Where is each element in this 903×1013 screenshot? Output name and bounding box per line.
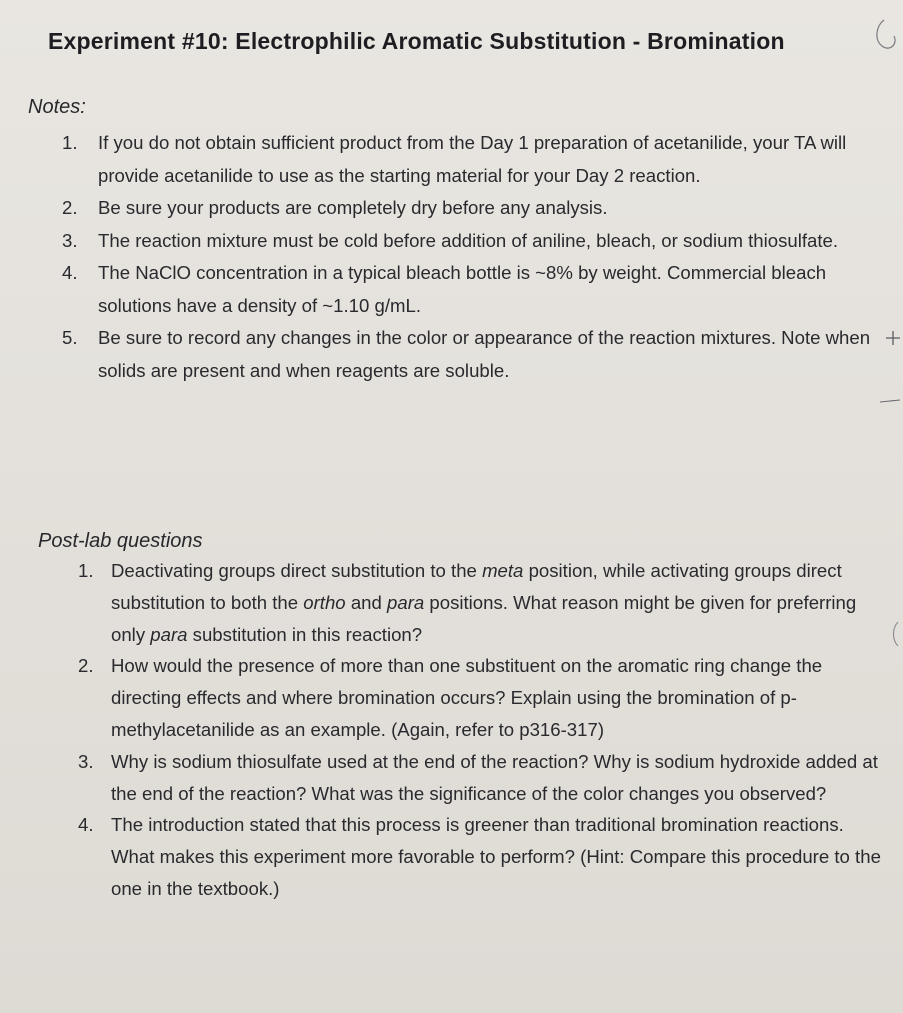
question-emphasis: para xyxy=(150,623,188,645)
question-text-part: position, while activating groups direct substitution to both the xyxy=(111,560,842,613)
question-text: How would the presence of more than one substituent on the aromatic ring change the directing effects and where bromination occurs? Explain using the bromination of p-methylacetanilide as an example. (Again, refer to p316-317) xyxy=(111,655,823,740)
question-text-part: Deactivating groups direct substitution to the xyxy=(111,560,483,581)
note-text: If you do not obtain sufficient product from the Day 1 preparation of acetanilide, your TA will provide acetanilide to use as the starting material for your Day 2 reaction. xyxy=(98,132,847,186)
question-emphasis: meta xyxy=(482,560,524,581)
margin-dash-mark xyxy=(880,400,900,402)
notes-list xyxy=(62,127,882,387)
note-item xyxy=(62,127,882,192)
note-text: The NaClO concentration in a typical bleach bottle is ~8% by weight. Commercial bleach solutions have a density of ~1.10 g/mL. xyxy=(98,262,827,316)
note-text: The reaction mixture must be cold before addition of aniline, bleach, or sodium thiosulfate. xyxy=(98,229,839,251)
notes-heading: Notes: xyxy=(28,96,86,118)
question-item xyxy=(78,650,888,745)
postlab-heading: Post-lab questions xyxy=(38,530,203,552)
question-text: Why is sodium thiosulfate used at the end of the reaction? Why is sodium hydroxide added at the end of the reaction? What was the significance of the color changes you observed? xyxy=(111,750,878,804)
note-text: Be sure your products are completely dry before any analysis. xyxy=(98,197,608,218)
question-item xyxy=(78,809,888,904)
question-text-part: and xyxy=(345,591,388,613)
question-text: The introduction stated that this process is greener than traditional bromination reactions. What makes this experiment more favorable to perform? (Hint: Compare this procedure to the one in the textbook.) xyxy=(111,814,881,899)
note-item xyxy=(62,192,882,225)
question-number: 4. xyxy=(78,814,94,836)
margin-plus-mark xyxy=(886,331,900,345)
note-item xyxy=(62,257,882,322)
note-number: 5. xyxy=(62,327,78,348)
question-number: 2. xyxy=(78,655,94,677)
note-number: 3. xyxy=(62,229,78,251)
question-emphasis: ortho xyxy=(303,591,346,613)
question-text-part: substitution in this reaction? xyxy=(187,623,423,645)
question-emphasis: para xyxy=(387,591,425,613)
page-title: Experiment #10: Electrophilic Aromatic Substitution - Bromination xyxy=(48,28,785,54)
question-number: 3. xyxy=(78,750,94,772)
note-number: 1. xyxy=(62,132,78,153)
margin-bracket-mark xyxy=(894,622,899,646)
margin-scribble xyxy=(877,20,895,48)
note-number: 2. xyxy=(62,197,78,218)
postlab-list xyxy=(78,555,888,905)
note-item xyxy=(62,225,882,258)
question-text-part: positions. What reason might be given for preferring only xyxy=(111,591,857,645)
note-item xyxy=(62,322,882,387)
note-text: Be sure to record any changes in the color or appearance of the reaction mixtures. Note when solids are present and when reagents are soluble. xyxy=(98,327,871,381)
question-text xyxy=(111,555,888,650)
question-item xyxy=(78,746,888,810)
question-item xyxy=(78,555,888,650)
note-number: 4. xyxy=(62,262,78,283)
question-number: 1. xyxy=(78,560,94,581)
